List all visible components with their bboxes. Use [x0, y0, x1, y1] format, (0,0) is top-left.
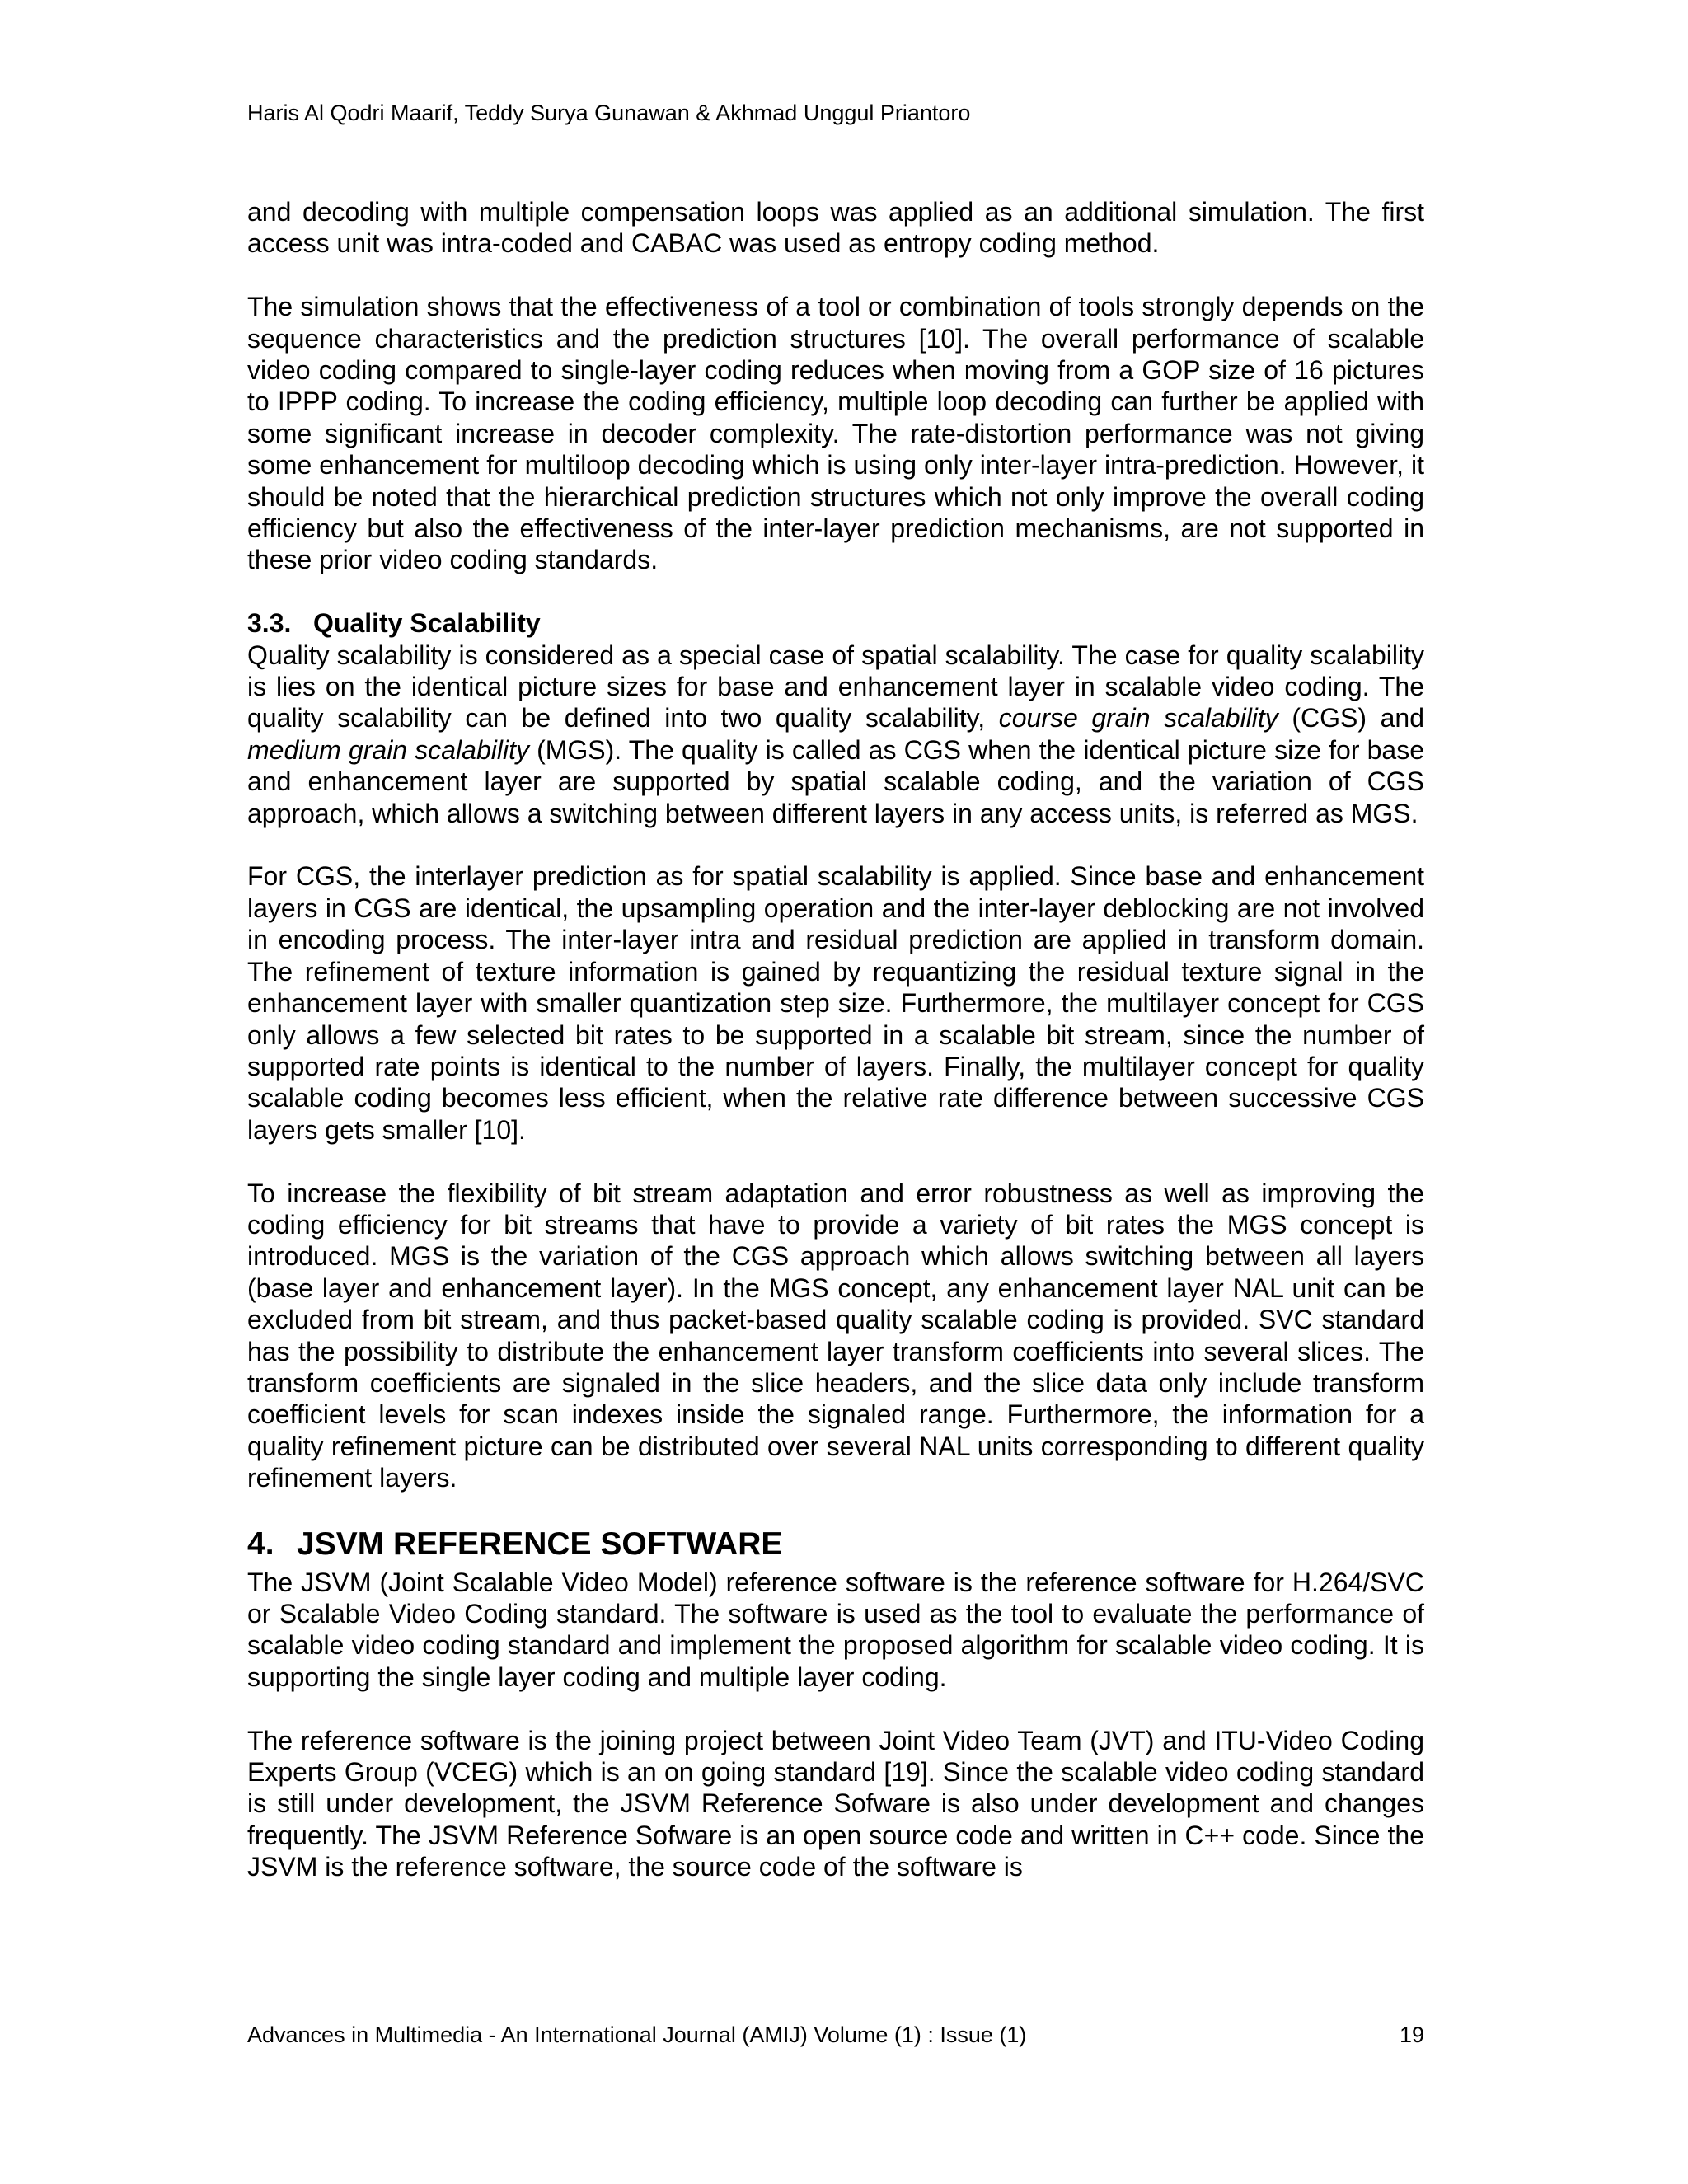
paragraph-simulation-results: The simulation shows that the effectiveness of a tool or combination of tools strongly depends on the sequence characteristics and the prediction structures [10]. The overall performance of scalable video coding compared to single-layer coding reduces when moving from a GOP size of 16 pictures to IPPP coding. To increase the coding efficiency, multiple loop decoding can further be applied with some significant increase in decoder complexity. The rate-distortion performance was not giving some enhancement for multiloop decoding which is using only inter-layer intra-prediction. However, it should be noted that the hierarchical prediction structures which not only improve the overall coding efficiency but also the effectiveness of the inter-layer prediction mechanisms, are not supported in these prior video coding standards. [247, 292, 1424, 575]
page-content [247, 196, 1424, 1883]
term-course-grain-scalability: course grain scalability [998, 703, 1278, 733]
paragraph-text: (CGS) and [1278, 703, 1424, 733]
section-heading-jsvm [247, 1526, 1424, 1563]
paragraph-text: Quality scalability is considered as a special case of spatial scalability. The case for quality scalability is lies on the identical picture sizes for base and enhancement layer in scalable video coding. The quality scalability can be defined into two quality scalability, [247, 640, 1424, 733]
paragraph-mgs-concept: To increase the flexibility of bit stream adaptation and error robustness as well as improving the coding efficiency for bit streams that have to provide a variety of bit rates the MGS concept is introduced. MGS is the variation of the CGS approach which allows switching between all layers (base layer and enhancement layer). In the MGS concept, any enhancement layer NAL unit can be excluded from bit stream, and thus packet-based quality scalable coding is provided. SVC standard has the possibility to distribute the enhancement layer transform coefficients into several slices. The transform coefficients are signaled in the slice headers, and the slice data only include transform coefficient levels for scan indexes inside the signaled range. Furthermore, the information for a quality refinement picture can be distributed over several NAL units corresponding to different quality refinement layers. [247, 1178, 1424, 1493]
paragraph-cgs-interlayer: For CGS, the interlayer prediction as for spatial scalability is applied. Since base and enhancement layers in CGS are identical, the upsampling operation and the inter-layer deblocking are not involved in encoding process. The inter-layer intra and residual prediction are applied in transform domain. The refinement of texture information is gained by requantizing the residual texture signal in the enhancement layer with smaller quantization step size. Furthermore, the multilayer concept for CGS only allows a few selected bit rates to be supported in a scalable bit stream, since the number of supported rate points is identical to the number of layers. Finally, the multilayer concept for quality scalable coding becomes less efficient, when the relative rate difference between successive CGS layers gets smaller [10]. [247, 861, 1424, 1145]
paragraph-jsvm-intro: The JSVM (Joint Scalable Video Model) reference software is the reference software for H.264/SVC or Scalable Video Coding standard. The software is used as the tool to evaluate the performance of scalable video coding standard and implement the proposed algorithm for scalable video coding. It is supporting the single layer coding and multiple layer coding. [247, 1567, 1424, 1692]
subsection-heading-quality-scalability [247, 607, 1424, 639]
paragraph-jsvm-project: The reference software is the joining project between Joint Video Team (JVT) and ITU-Video Coding Experts Group (VCEG) which is an on going standard [19]. Since the scalable video coding standard is still under development, the JSVM Reference Sofware is also under development and changes frequently. The JSVM Reference Sofware is an open source code and written in C++ code. Since the JSVM is the reference software, the source code of the software is [247, 1725, 1424, 1882]
term-medium-grain-scalability: medium grain scalability [247, 734, 529, 765]
subsection-number: 3.3. [247, 608, 292, 639]
footer-journal-title: Advances in Multimedia - An International Journal (AMIJ) Volume (1) : Issue (1) [247, 2022, 1027, 2047]
paragraph-decoding-simulation: and decoding with multiple compensation loops was applied as an additional simulation. The first access unit was intra-coded and CABAC was used as entropy coding method. [247, 197, 1424, 259]
page-number: 19 [1399, 2022, 1424, 2047]
section-number: 4. [247, 1526, 274, 1562]
document-page [247, 0, 1424, 2184]
running-header-authors: Haris Al Qodri Maarif, Teddy Surya Gunawan & Akhmad Unggul Priantoro [247, 101, 971, 125]
subsection-title: Quality Scalability [313, 608, 541, 639]
section-title: JSVM REFERENCE SOFTWARE [297, 1526, 783, 1562]
paragraph-quality-scalability-definition [247, 640, 1424, 829]
paragraph-text: (MGS). The quality is called as CGS when the identical picture size for base and enhancement layer are supported by spatial scalable coding, and the variation of CGS approach, which allows a switching between different layers in any access units, is referred as MGS. [247, 734, 1425, 828]
